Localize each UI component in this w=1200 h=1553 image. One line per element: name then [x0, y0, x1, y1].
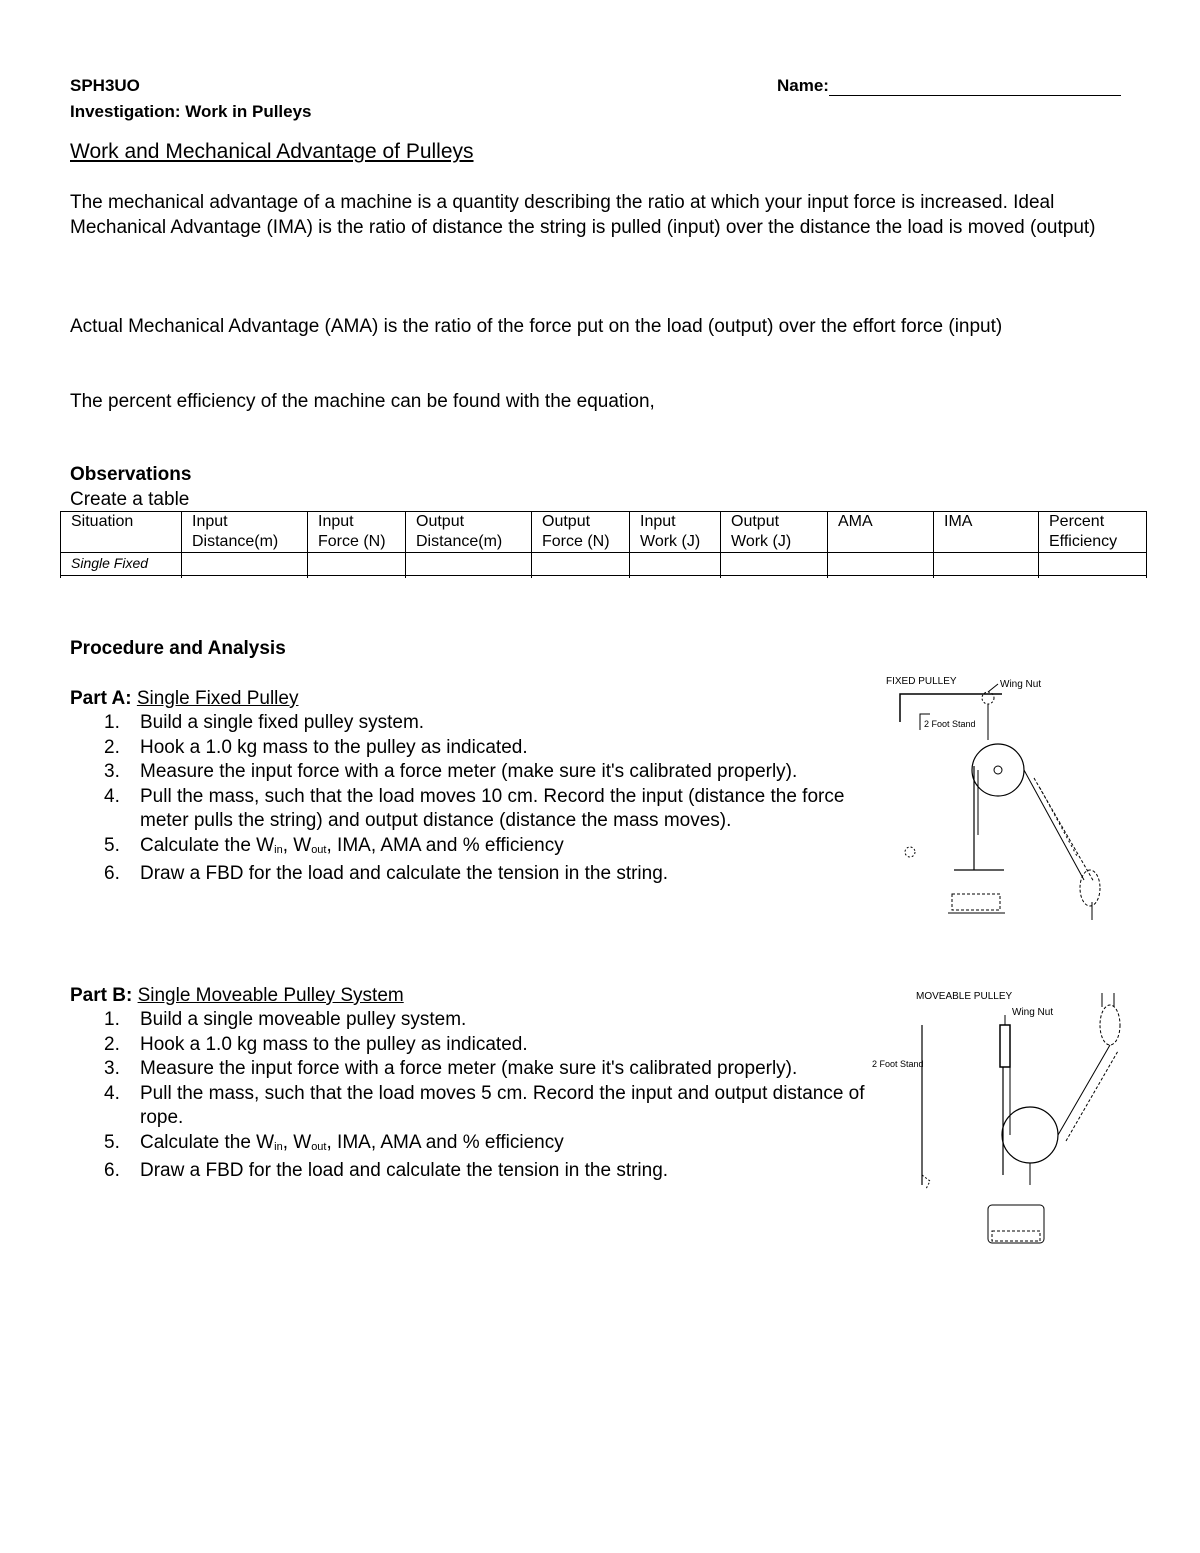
fixed-stand-label: 2 Foot Stand: [924, 719, 976, 729]
part-a-heading: [70, 686, 870, 711]
fixed-pulley-title: FIXED PULLEY: [886, 676, 957, 687]
col-situation: Situation: [61, 512, 182, 553]
part-a-title: Single Fixed Pulley: [136, 688, 299, 709]
list-item: 5. Calculate the $W_{in}$, $W_{out}$, IMA, AMA and % efficiency: [104, 1131, 564, 1153]
table-cell[interactable]: [532, 553, 630, 576]
name-label: Name:: [777, 76, 829, 95]
moveable-pulley-title: MOVEABLE PULLEY: [916, 991, 1013, 1002]
col-output-force: Output Force (N): [532, 512, 630, 553]
name-field: [777, 76, 1121, 96]
table-cell[interactable]: [1039, 553, 1147, 576]
list-item: 5. Calculate the $W_{in}$, $W_{out}$, IMA, AMA and % efficiency: [104, 834, 564, 856]
observations-subheading: Create a table: [70, 489, 190, 510]
table-header-row: [61, 512, 1147, 553]
moveable-pulley-diagram: [870, 985, 1130, 1255]
observations-heading: Observations: [70, 464, 192, 485]
list-item: 3. Measure the input force with a force meter (make sure it's calibrated properly).: [104, 1058, 798, 1079]
part-b-heading: [70, 983, 870, 1008]
fixed-wing-nut-label: Wing Nut: [1000, 679, 1042, 690]
table-cell[interactable]: [406, 553, 532, 576]
part-b-label: Part B:: [70, 985, 133, 1006]
table-row: [61, 553, 1147, 576]
col-ama: AMA: [828, 512, 934, 553]
list-item: 2. Hook a 1.0 kg mass to the pulley as indicated.: [104, 736, 528, 758]
list-item: 2. Hook a 1.0 kg mass to the pulley as indicated.: [104, 1033, 528, 1055]
course-code: SPH3UO: [70, 76, 140, 95]
col-output-work: Output Work (J): [721, 512, 828, 553]
part-b-title: Single Moveable Pulley System: [137, 985, 404, 1006]
fixed-pulley-diagram: [870, 670, 1110, 930]
page-title: Work and Mechanical Advantage of Pulleys: [70, 140, 474, 163]
list-item: 3. Measure the input force with a force meter (make sure it's calibrated properly).: [104, 761, 798, 782]
col-percent-efficiency: Percent Efficiency: [1039, 512, 1147, 553]
row-label-single-fixed: Single Fixed: [61, 553, 182, 576]
table-cell[interactable]: [721, 553, 828, 576]
procedure-heading: Procedure and Analysis: [70, 638, 286, 659]
table-cell[interactable]: [630, 553, 721, 576]
col-input-distance: Input Distance(m): [182, 512, 308, 553]
col-input-force: Input Force (N): [308, 512, 406, 553]
table-row-partial: [61, 576, 1147, 579]
investigation-label: Investigation: Work in Pulleys: [70, 102, 312, 121]
intro-paragraph-ima: The mechanical advantage of a machine is a quantity describing the ratio at which your input force is increased. Ideal Mechanical Advantage (IMA) is the ratio of distance the string is pulled (input) over the distance the load is moved (output): [70, 192, 1096, 238]
part-a-label: Part A:: [70, 688, 132, 709]
part-a-steps: [70, 711, 870, 887]
list-item: 6. Draw a FBD for the load and calculate the tension in the string.: [104, 863, 669, 884]
list-item: 4. Pull the mass, such that the load moves 10 cm. Record the input (distance the force meter pulls the string) and output distance (distance the mass moves).: [104, 785, 845, 831]
name-blank-line: [829, 77, 1121, 96]
table-cell[interactable]: [182, 553, 308, 576]
list-item: 4. Pull the mass, such that the load moves 5 cm. Record the input and output distance of rope.: [104, 1082, 865, 1128]
list-item: 1. Build a single moveable pulley system.: [104, 1009, 467, 1030]
col-output-distance: Output Distance(m): [406, 512, 532, 553]
table-cell[interactable]: [934, 553, 1039, 576]
list-item: 1. Build a single fixed pulley system.: [104, 712, 425, 733]
intro-paragraph-efficiency: The percent efficiency of the machine can be found with the equation,: [70, 391, 655, 412]
part-b-steps: [70, 1008, 870, 1184]
observations-table: [60, 511, 1147, 578]
intro-paragraph-ama: Actual Mechanical Advantage (AMA) is the ratio of the force put on the load (output) over the effort force (input): [70, 316, 1003, 337]
col-ima: IMA: [934, 512, 1039, 553]
moveable-stand-label: 2 Foot Stand: [872, 1059, 924, 1069]
table-cell[interactable]: [828, 553, 934, 576]
list-item: 6. Draw a FBD for the load and calculate the tension in the string.: [104, 1160, 669, 1181]
moveable-wing-nut-label: Wing Nut: [1012, 1007, 1054, 1018]
col-input-work: Input Work (J): [630, 512, 721, 553]
table-cell[interactable]: [308, 553, 406, 576]
